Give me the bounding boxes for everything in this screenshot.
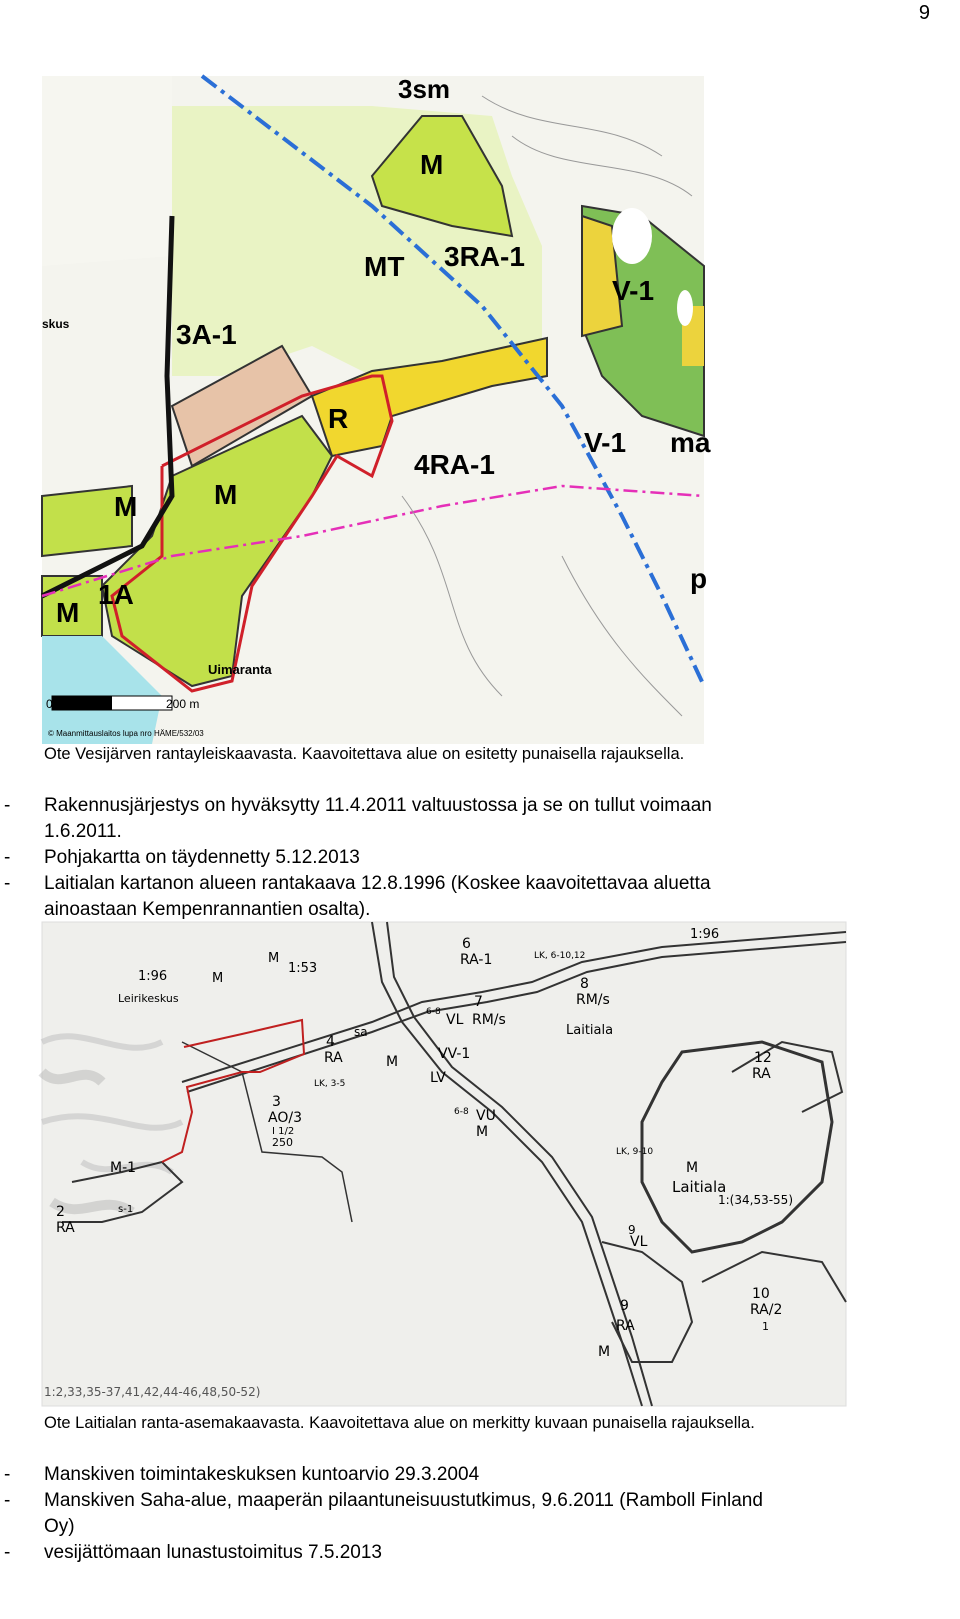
map1-label-m-low: M <box>56 597 80 628</box>
map1-label-skus: skus <box>42 317 70 331</box>
map-label: 9 <box>620 1298 629 1314</box>
map1-label-uimaranta: Uimaranta <box>208 662 272 677</box>
map-label: RA <box>324 1050 343 1066</box>
map-label: 9 <box>628 1223 636 1237</box>
map-label: Leirikeskus <box>118 992 179 1005</box>
map1-label-r: R <box>328 403 349 434</box>
map-label: M <box>476 1124 489 1140</box>
map-label: Laitiala <box>672 1178 727 1196</box>
map1-label-m-top: M <box>420 149 444 180</box>
map-label: M <box>386 1054 399 1070</box>
map-label: 1:96 <box>138 969 168 984</box>
map-label: VL <box>446 1012 464 1028</box>
map-label: 2 <box>56 1204 65 1220</box>
map1-label-3a1: 3A-1 <box>176 319 237 350</box>
map-label: M <box>268 951 280 966</box>
map1-label-mt: MT <box>364 251 405 282</box>
map-label: RA <box>752 1066 771 1082</box>
map1-label-m-left: M <box>114 491 138 522</box>
map-label: 1 <box>762 1320 769 1333</box>
map-label: RA <box>616 1318 635 1334</box>
map-label: 1:2,33,35-37,41,42,44-46,48,50-52) <box>44 1385 261 1399</box>
map-label: VV-1 <box>438 1046 471 1062</box>
map-label: 4 <box>326 1034 335 1050</box>
map-label: 3 <box>272 1094 281 1110</box>
map-label: I 1/2 <box>272 1126 295 1137</box>
map1-copyright: © Maanmittauslaitos lupa nro HÄME/532/03 <box>48 729 204 738</box>
map-label: M-1 <box>110 1160 137 1176</box>
map1-label-v1-mid: V-1 <box>584 427 627 458</box>
map-label: sa <box>354 1025 368 1039</box>
map-label: RA/2 <box>750 1302 783 1318</box>
map-label: 250 <box>272 1136 293 1149</box>
map-label: 10 <box>752 1286 770 1302</box>
map1-label-3sm: 3sm <box>398 74 451 104</box>
map-label: VL <box>630 1234 648 1250</box>
map1-label-v1-top: V-1 <box>612 275 655 306</box>
list-item: - Manskiven toimintakeskuksen kuntoarvio 29.3.2004 <box>4 1464 480 1485</box>
master-plan-map <box>42 74 711 744</box>
map-label: RM/s <box>576 992 610 1008</box>
map-label: RM/s <box>472 1012 506 1028</box>
map1-label-p: p <box>690 563 708 594</box>
map-label: 7 <box>474 994 483 1010</box>
list-item: - vesijättömaan lunastustoimitus 7.5.2013 <box>4 1542 382 1563</box>
list-item: - Rakennusjärjestys on hyväksytty 11.4.2011 valtuustossa ja se on tullut voimaan 1.6.2011. <box>4 795 712 842</box>
map1-label-3ra1: 3RA-1 <box>444 241 525 272</box>
map-label: LK, 9-10 <box>616 1147 654 1157</box>
map-label: LK, 6-10,12 <box>534 951 586 961</box>
map-label: 1:96 <box>690 927 720 942</box>
map1-label-1a: 1A <box>98 579 134 610</box>
map-label: AO/3 <box>268 1110 302 1126</box>
map1-label-ma: ma <box>670 427 711 458</box>
map-label: RA <box>56 1220 75 1236</box>
document-list-1 <box>4 793 712 923</box>
map-label: VU <box>476 1108 496 1124</box>
map-label: s-1 <box>118 1204 134 1215</box>
map-label: Laitiala <box>566 1023 614 1038</box>
map-label: 1:(34,53-55) <box>718 1193 793 1207</box>
map-label: M <box>598 1344 611 1360</box>
list-item: - Pohjakartta on täydennetty 5.12.2013 <box>4 847 360 868</box>
list-item: - Laitialan kartanon alueen rantakaava 12.8.1996 (Koskee kaavoitettavaa aluetta ainoastaan Kempenrannantien osalta). <box>4 873 711 920</box>
map-label: M <box>212 971 224 986</box>
map2-caption: Ote Laitialan ranta-asemakaavasta. Kaavoitettava alue on merkitty kuvaan punaisella rajauksella. <box>44 1414 755 1432</box>
shore-plan-map <box>42 922 846 1406</box>
map-label: LK, 3-5 <box>314 1079 346 1089</box>
map-label: 12 <box>754 1050 772 1066</box>
map1-label-m-mid: M <box>214 479 238 510</box>
map1-scale-zero: 0 <box>46 697 53 711</box>
document-list-2 <box>4 1462 763 1566</box>
map-label: RA-1 <box>460 952 493 968</box>
map-label: LV <box>430 1070 446 1086</box>
map-label: 6-8 <box>454 1107 469 1117</box>
page-number: 9 <box>918 2 930 24</box>
list-item: - Manskiven Saha-alue, maaperän pilaantuneisuustutkimus, 9.6.2011 (Ramboll Finland Oy) <box>4 1490 763 1537</box>
map-label: 1:53 <box>288 961 318 976</box>
map-label: M <box>686 1160 699 1176</box>
map-label: 8 <box>580 976 589 992</box>
map1-scale-end: 200 m <box>166 697 200 711</box>
map-label: 6 <box>462 936 471 952</box>
map1-label-4ra1: 4RA-1 <box>414 449 495 480</box>
map-label: 6-8 <box>426 1007 441 1017</box>
map1-caption: Ote Vesijärven rantayleiskaavasta. Kaavoitettava alue on esitetty punaisella rajauksella. <box>44 745 685 763</box>
